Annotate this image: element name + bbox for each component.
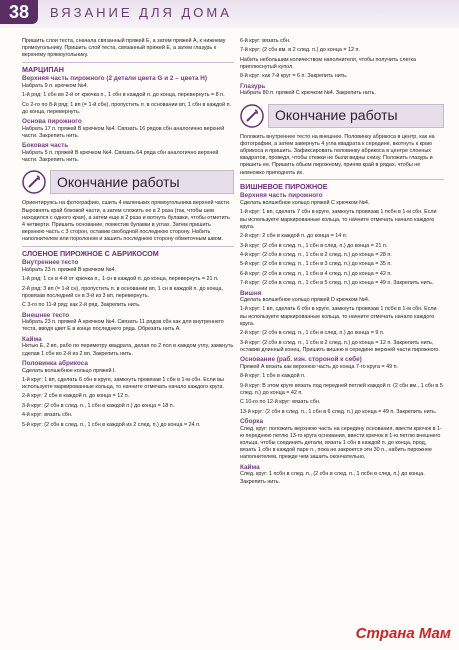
subsection-title: Кайма — [22, 335, 42, 343]
finish-text: Положить внутреннее тесто на внешнее. Половинку абрикоса в центр, как на фотографии, а затем завернуть 4 угла квадрата к середине, вкотнуть к краю абрикоса и пришить. Зафиксировать половинку абрикоса в центре слоеных квадратов, проведя, чтобы стежки не были видны снизу. Положить глазурь и пришить ее. Пришить обьем пирожному, приняв край в рядах, чтобы не немножко приподнять их. — [240, 133, 435, 176]
instruction: Сделать волшебное кольцо пряжей I. — [22, 367, 116, 374]
subsection-title: Верхняя часть пирожного (2 детали цвета G и 2 – цвета H) — [22, 75, 208, 83]
right-column — [240, 38, 444, 488]
instruction: След. круг: положить верхнюю часть на середину основания, ввести крючок в 1-ю переднюю петлю 13-го круга основания, ввести крючок в 1-ю петлю внешнего кольца, чтобы соединить детали, вязать 1 сбн в каждой п. до конца, прод, вязать 1 сбн в каждой паре п., пока не закроется эти 30 п., набить пирожное наполнителем, прежде чем зашить окончательно. — [240, 425, 442, 461]
instruction: Сделать волшебное кольцо пряжей D крючком №4. — [240, 297, 370, 304]
instruction: 2-й ряд: 3 вп (= 1-й сн), пропустить п. в основании вп, 1 сн в каждой п. до конца, провязав последний сн в 3-й из 3 вп, перевернуть. — [22, 285, 224, 299]
subsection-title: Внешнее тесто — [22, 311, 70, 319]
hook-icon — [22, 170, 46, 194]
instruction: 1-й ряд: 1 сбн во 2-й от крючка п., 1 сбн в каждой п. до конца, перевернуть = 8 п. — [22, 92, 225, 99]
instruction: Набрать 80 п. пряжей С крючком №4. Закрепить нить. — [240, 90, 376, 97]
instruction: С 10-го по 12-й круг: вязать сбн. — [240, 399, 321, 406]
instruction: 6-й круг: вязать сбн. — [240, 38, 291, 44]
instruction: Набрать 17 п. пряжей В крючком №4. Связать 16 рядов сбн аналогично верхней части. Закрепить нить. — [22, 125, 225, 139]
subsection-title: Внутреннее тесто — [22, 259, 79, 267]
instruction: 1-й круг: 1 вп, сделать 7 сбн в круге, замкнуть провязав 1 псбн в 1-м сбн. Если вы используете маркированные кольца, то начните отмечать начало каждого круга. — [240, 209, 437, 230]
instruction: Сделать волшебное кольцо пряжей С крючком №4. — [240, 199, 370, 206]
subsection-title: Сборка — [240, 418, 264, 426]
instruction: 1-й круг: 1 вп, сделать 6 сбн в круге, замкнуть провязав 1 псбн в 1-м сбн. Если вы используете маркированные кольца, то начните отмечать начало каждого круга. — [240, 306, 437, 327]
instruction: 13-й круг: (2 сбн в след. п., 1 сбн в 6 след. п.) до конца = 49 п. Закрепить нить. — [240, 408, 437, 415]
banner-title: Окончание работы — [50, 170, 234, 194]
subsection-title: Половинка абрикоса — [22, 359, 88, 367]
intro-text: Пришить слои теста, сначала связанный пряжей Е, а затем пряжей А, к нижнему прямоугольнику. Пришить слой теста, связанный пряжей Е, а затем глазурь к верхнему прямоугольнику. — [22, 38, 226, 59]
instruction: 3-й круг: (2 сбн в след. п., 1 сбн в след. п.) до конца = 21 п. — [240, 242, 388, 249]
instruction: 1-й круг: 1 вп, сделать 6 сбн в круге, замкнуть провязав 1 сбн в 1-м сбн. Если вы используете маркированные кольца, то начните отмечать начало каждого круга. — [22, 376, 224, 391]
subsection-title: Вишня — [240, 289, 262, 297]
divider — [240, 179, 444, 180]
left-column — [22, 38, 234, 431]
instruction: 5-й круг: (2 сбн в след. п., 1 сбн в 3 след. п.) до конца = 35 п. — [240, 261, 392, 268]
instruction: 2-й круг: (2 сбн в след. п., 1 сбн в след. п.) до конца = 9 п. — [240, 330, 385, 337]
instruction: 7-й круг: (2 сбн в след. п., 1 сбн в 5 след. п.) до конца = 49 п. Закрепить нить. — [240, 280, 434, 287]
subsection-title: Кайма — [240, 463, 260, 471]
subsection-title: Верхняя часть пирожного — [240, 192, 323, 200]
instruction: 4-й круг: вязать сбн. — [22, 412, 73, 419]
instruction: Набрать 23 п. пряжей В крючком №4. — [22, 266, 117, 273]
instruction: 8-й круг: 1 сбн в каждой п. — [240, 373, 306, 380]
instruction: След. круг: 1 псбн в след. п., (2 сбн в след. п., 1 псбн в след. п.) до конца. Закрепить нить. — [240, 471, 425, 485]
instruction: 6-й круг: (2 сбн в след. п., 1 сбн в 4 след. п.) до конца = 42 п. — [240, 270, 392, 277]
instruction: Со 2-го по 8-й ряд: 1 вп (= 1-й сбн), пропустить п. в основании вп, 1 сбн в каждой п. до конца, перевернуть. — [22, 101, 232, 115]
subsection-title: Глазурь — [240, 82, 266, 90]
section-title: МАРЦИПАН — [22, 64, 64, 74]
instruction: 2-й круг: 2 сбн в каждой п. до конца = 12 п. — [22, 393, 130, 400]
instruction: Набрать 23 п. пряжей А крючком №4. Связать 11 рядов сбн как для внутреннего теста, вводя цвет Е в конце последнего ряда. Обрезать нить А. — [22, 319, 224, 333]
finish-text: Ориентируясь на фотографию, сшить 4 маленьких прямоугольника верхней части. Выровнять край боковой части, а затем сложить ее в 2 раза (так, чтобы шов находился с одного края), а затем еще в 2 раза и вотнуть булавки, чтобы отметить 4 четверти. Пришить основание, поместив булавки в углах. Затем пришить верхнюю часть с 3 сторон, оставив свободной последнюю сторону. Набить наполнителем или поролоном и зашить последнюю сторону обметочным швом. — [22, 200, 231, 243]
instruction: Набрать 9 п. крючком №4. — [22, 82, 89, 89]
instruction: 7-й круг: (2 сбн вм. в 2 след. п.) до конца = 12 п. — [240, 47, 360, 54]
instruction: 9-й круг: В этом круге вязать под передней петлей каждой п. (2 сбн вм., 1 сбн в 5 след. п.) до конца = 42 п. — [240, 382, 443, 396]
instruction: 3-й круг: (2 сбн в след. п., 1 сбн в 2 след. п.) до конца = 12 п. Закрепить нить, оставив длинный конец. Пришить вишню в середине верхней части пирожного. — [240, 339, 440, 353]
instruction: 3-й круг: (2 сбн в след. п., 1 сбн в каждой п.) до конца = 18 п. — [22, 402, 175, 409]
magazine-title: ВЯЗАНИЕ ДЛЯ ДОМА — [50, 5, 232, 20]
instruction: 4-й круг: (2 сбн в след. п., 1 сбн в 2 след. п.) до конца = 28 п. — [240, 251, 392, 258]
section-title: СЛОЕНОЕ ПИРОЖНОЕ С АБРИКОСОМ — [22, 248, 159, 258]
subsection-title: Боковая часть — [22, 142, 69, 150]
instruction: 1-й ряд: 1 сн в 4-й от крючка п., 1 сн в каждой п. до конца, перевернуть = 21 п. — [22, 276, 219, 283]
instruction: Нитью Е, 2 вп, рабо по периметру квадрата, делая по 2 пол в каждом углу, замкнуть сделав 1 сбн во 2-й из 2 вп. Закрепить нить. — [22, 343, 234, 357]
finish-banner — [22, 169, 234, 195]
finish-banner — [240, 103, 444, 129]
subsection-title: Основа пирожного — [22, 118, 82, 126]
instruction: 2-й круг: 2 сбн в каждой п. до конца = 14 п. — [240, 233, 348, 240]
instruction: Набрать 5 п. пряжей В крючком №4. Связать 64 ряда сбн аналогично верхней части. Закрепить нить. — [22, 149, 219, 164]
instruction: С 3-го по 11-й ряд: как 2-й ряд. Закрепить нить. — [22, 302, 141, 309]
instruction: Пряжей А вязать как верхнюю часть до конца 7-го круга = 49 п. — [240, 363, 399, 370]
page-number: 38 — [0, 0, 38, 24]
instruction: 8-й круг: как 7-й круг = 6 п. Закрепить нить. — [240, 73, 348, 80]
subsection-title: Основание (раб. изн. стороной к себе) — [240, 356, 362, 364]
instruction: 5-й круг: (2 сбн в след. п., 1 сбн в каждой из 2 след. п.) до конца = 24 п. — [22, 421, 201, 428]
divider — [22, 246, 234, 247]
divider — [22, 62, 234, 63]
hook-icon — [240, 104, 264, 128]
banner-title: Окончание работы — [268, 104, 444, 128]
section-title: ВИШНЕВОЕ ПИРОЖНОЕ — [240, 181, 328, 191]
site-watermark: Страна Мам — [355, 625, 451, 642]
instruction: Набить небольшим количеством наполнителя, чтобы получить слегка приплюснутый купол. — [240, 56, 416, 70]
